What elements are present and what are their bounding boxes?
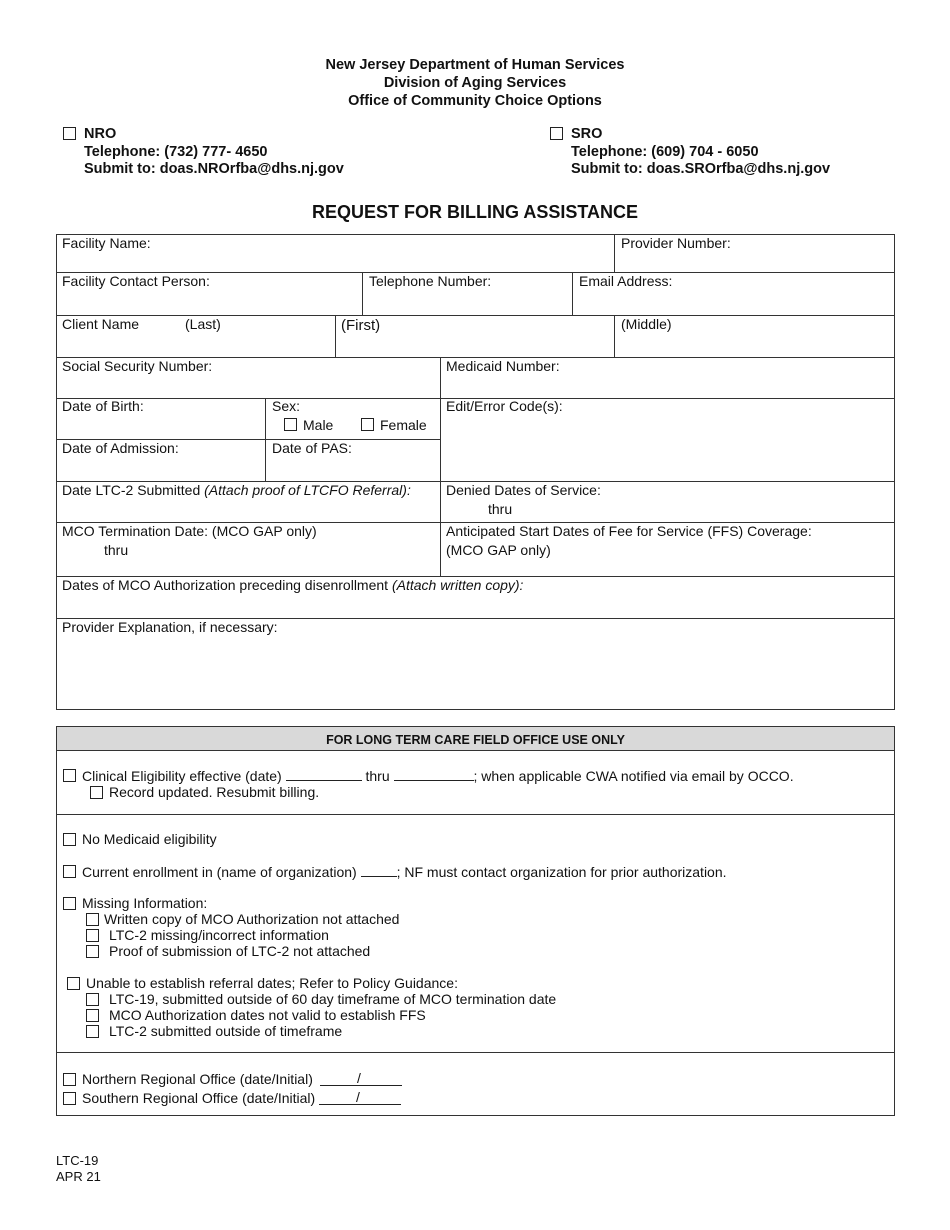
unable-mco-auth-checkbox[interactable] — [86, 1009, 99, 1022]
facility-contact-field[interactable]: Facility Contact Person: — [62, 273, 210, 289]
no-medicaid-checkbox[interactable] — [63, 833, 76, 846]
form-revision: APR 21 — [56, 1169, 101, 1184]
date-of-birth-field[interactable]: Date of Birth: — [62, 398, 144, 414]
southern-date-initial-blank[interactable] — [319, 1104, 401, 1105]
client-middle-name-field[interactable]: (Middle) — [621, 316, 672, 332]
missing-mco-auth-label: Written copy of MCO Authorization not attached — [104, 911, 400, 927]
division-name: Division of Aging Services — [383, 75, 567, 91]
client-name-label: Client Name — [62, 316, 140, 332]
southern-office-label: Southern Regional Office (date/Initial) — [82, 1090, 316, 1106]
ltc2-note: (Attach proof of LTCFO Referral): — [204, 482, 411, 498]
mco-auth-label: Dates of MCO Authorization preceding disenrollment — [62, 577, 392, 593]
missing-ltc2-proof-label: Proof of submission of LTC-2 not attached — [109, 943, 371, 959]
mco-termination-thru: thru — [104, 542, 129, 558]
ffs-start-dates-field[interactable]: Anticipated Start Dates of Fee for Service (FFS) Coverage: — [446, 523, 812, 539]
clinical-eligibility-label: Clinical Eligibility effective (date) — [82, 768, 282, 784]
form-id: LTC-19 — [56, 1153, 99, 1168]
medicaid-number-field[interactable]: Medicaid Number: — [446, 358, 560, 374]
sex-label: Sex: — [272, 398, 301, 414]
ssn-field[interactable]: Social Security Number: — [62, 358, 213, 374]
male-label: Male — [303, 417, 334, 433]
missing-information-checkbox[interactable] — [63, 897, 76, 910]
clinical-eligibility-line — [82, 767, 794, 784]
no-medicaid-label: No Medicaid eligibility — [82, 831, 217, 847]
record-updated-checkbox[interactable] — [90, 786, 103, 799]
record-updated-label: Record updated. Resubmit billing. — [109, 784, 320, 800]
clinical-thru-label: thru — [365, 768, 390, 784]
northern-office-label: Northern Regional Office (date/Initial) — [82, 1071, 313, 1087]
nro-email: Submit to: doas.NROrfba@dhs.nj.gov — [84, 161, 344, 177]
missing-mco-auth-checkbox[interactable] — [86, 913, 99, 926]
female-checkbox[interactable] — [361, 418, 374, 431]
ltc2-submitted-field[interactable] — [62, 482, 411, 498]
mco-authorization-dates-field[interactable] — [62, 577, 523, 593]
edit-error-codes-field[interactable]: Edit/Error Code(s): — [446, 398, 563, 414]
missing-ltc2-proof-checkbox[interactable] — [86, 945, 99, 958]
unable-mco-auth-label: MCO Authorization dates not valid to establish FFS — [109, 1007, 426, 1023]
missing-information-label: Missing Information: — [82, 895, 208, 911]
clinical-date-from-blank[interactable] — [286, 767, 362, 781]
unable-ltc2-checkbox[interactable] — [86, 1025, 99, 1038]
current-enrollment-checkbox[interactable] — [63, 865, 76, 878]
northern-slash: / — [357, 1070, 361, 1086]
northern-office-checkbox[interactable] — [63, 1073, 76, 1086]
clinical-eligibility-checkbox[interactable] — [63, 769, 76, 782]
southern-slash: / — [356, 1089, 360, 1105]
mco-auth-note: (Attach written copy): — [391, 577, 524, 593]
sro-email: Submit to: doas.SROrfba@dhs.nj.gov — [571, 161, 831, 177]
unable-ltc19-checkbox[interactable] — [86, 993, 99, 1006]
facility-name-field[interactable]: Facility Name: — [62, 235, 151, 251]
current-enrollment-line — [82, 863, 727, 880]
denied-dates-thru: thru — [488, 501, 513, 517]
telephone-number-field[interactable]: Telephone Number: — [369, 273, 492, 289]
ffs-mco-gap-note: (MCO GAP only) — [446, 542, 551, 558]
email-address-field[interactable]: Email Address: — [579, 273, 673, 289]
missing-ltc2-info-checkbox[interactable] — [86, 929, 99, 942]
missing-ltc2-info-label: LTC-2 missing/incorrect information — [109, 927, 329, 943]
unable-ltc19-label: LTC-19, submitted outside of 60 day timeframe of MCO termination date — [109, 991, 557, 1007]
organization-name-blank[interactable] — [361, 863, 397, 877]
nro-phone: Telephone: (732) 777- 4650 — [84, 144, 268, 160]
agency-name: New Jersey Department of Human Services — [325, 57, 625, 73]
sro-phone: Telephone: (609) 704 - 6050 — [571, 144, 759, 160]
client-first-name-field[interactable]: (First) — [341, 317, 381, 334]
date-of-admission-field[interactable]: Date of Admission: — [62, 440, 179, 456]
unable-ltc2-label: LTC-2 submitted outside of timeframe — [109, 1023, 343, 1039]
unable-referral-label: Unable to establish referral dates; Refer to Policy Guidance: — [86, 975, 458, 991]
provider-explanation-field[interactable]: Provider Explanation, if necessary: — [62, 619, 278, 635]
current-enrollment-note: ; NF must contact organization for prior authorization. — [396, 864, 727, 880]
ltc2-submitted-label: Date LTC-2 Submitted — [62, 482, 205, 498]
clinical-date-to-blank[interactable] — [394, 767, 474, 781]
female-label: Female — [380, 417, 427, 433]
request-form-box — [56, 234, 895, 710]
unable-referral-checkbox[interactable] — [67, 977, 80, 990]
client-last-name-field[interactable]: (Last) — [185, 316, 221, 332]
male-checkbox[interactable] — [284, 418, 297, 431]
mco-termination-date-field[interactable]: MCO Termination Date: (MCO GAP only) — [62, 523, 317, 539]
office-name: Office of Community Choice Options — [348, 93, 602, 109]
form-title: REQUEST FOR BILLING ASSISTANCE — [311, 202, 638, 222]
nro-label: NRO — [84, 126, 117, 142]
current-enrollment-label: Current enrollment in (name of organization) — [82, 864, 357, 880]
southern-office-checkbox[interactable] — [63, 1092, 76, 1105]
northern-date-initial-blank[interactable] — [320, 1085, 402, 1086]
denied-dates-field[interactable]: Denied Dates of Service: — [446, 482, 601, 498]
sro-label: SRO — [571, 126, 603, 142]
clinical-cwa-note: ; when applicable CWA notified via email by OCCO. — [473, 768, 794, 784]
nro-checkbox[interactable] — [63, 127, 76, 140]
sro-checkbox[interactable] — [550, 127, 563, 140]
office-use-title: FOR LONG TERM CARE FIELD OFFICE USE ONLY — [326, 733, 625, 747]
provider-number-field[interactable]: Provider Number: — [621, 235, 731, 251]
date-of-pas-field[interactable]: Date of PAS: — [272, 440, 352, 456]
